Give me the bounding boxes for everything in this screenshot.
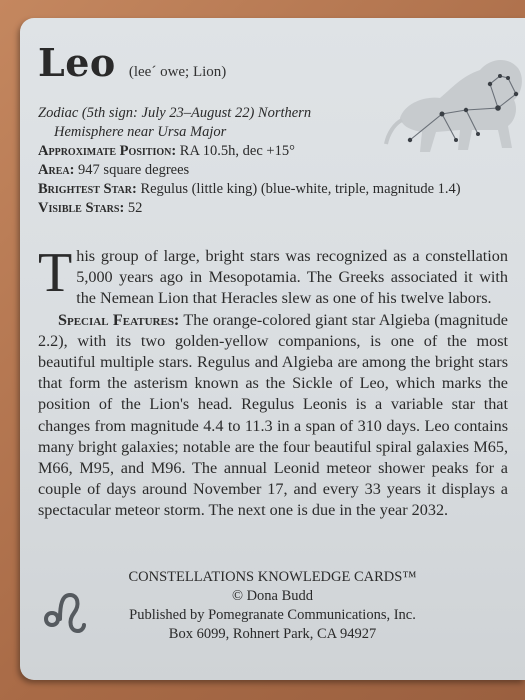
- pronunciation: (lee´ owe; Lion): [128, 64, 227, 80]
- position-value: RA 10.5h, dec +15°: [176, 143, 295, 159]
- card-title: Leo: [38, 40, 116, 85]
- position-label: Approximate Position:: [38, 143, 177, 159]
- features-paragraph: [38, 310, 508, 522]
- visible-stars-line: [38, 199, 478, 218]
- drop-cap: T: [38, 242, 73, 304]
- facts-block: [38, 104, 478, 218]
- card-footer: [20, 568, 525, 644]
- footer-address: Box 6099, Rohnert Park, CA 94927: [168, 626, 377, 642]
- intro-text: his group of large, bright stars was recognized as a constellation 5,000 years ago in Mesopotamia. The Greeks associated it with the Nemean Lion that Heracles slew as one of his twelve labors.: [76, 247, 508, 308]
- zodiac-text-1: Zodiac (5th sign: July 23–August 22) Northern: [38, 105, 312, 121]
- visible-stars-label: Visible Stars:: [38, 200, 125, 216]
- title-row: [38, 40, 226, 85]
- footer-series: CONSTELLATIONS KNOWLEDGE CARDS™: [128, 569, 417, 585]
- footer-publisher: Published by Pomegranate Communications, Inc.: [129, 607, 416, 623]
- footer-author: © Dona Budd: [231, 588, 314, 604]
- constellation-card: [20, 18, 525, 680]
- zodiac-line: [38, 104, 478, 142]
- area-label: Area:: [38, 162, 75, 178]
- brightest-star-label: Brightest Star:: [38, 181, 137, 197]
- special-features-text: The orange-colored giant star Algieba (magnitude 2.2), with its two golden-yellow companions, is one of the most beautiful multiple stars. Regulus and Algieba are among the bright stars that form the asterism known as the Sickle of Leo, which marks the position of the Lion's head. Regulus Leonis is a variable star that changes from magnitude 4.4 to 11.3 in a span of 310 days. Leo contains many bright galaxies; notable are the four beautiful spiral galaxies M65, M66, M95, and M96. The annual Leonid meteor shower peaks for a couple of days around November 17, and every 33 years it displays a spectacular meteor storm. The next one is due in the year 2032.: [38, 310, 508, 520]
- visible-stars-value: 52: [124, 200, 143, 216]
- area-value: 947 square degrees: [74, 162, 190, 178]
- position-line: [38, 142, 478, 161]
- intro-paragraph: [38, 242, 508, 310]
- description-body: [38, 242, 508, 522]
- brightest-star-value: Regulus (little king) (blue-white, triple, magnitude 1.4): [136, 181, 461, 197]
- brightest-star-line: [38, 180, 478, 199]
- area-line: [38, 161, 478, 180]
- zodiac-text-2: Hemisphere near Ursa Major: [54, 124, 227, 140]
- special-features-label: Special Features:: [58, 310, 180, 329]
